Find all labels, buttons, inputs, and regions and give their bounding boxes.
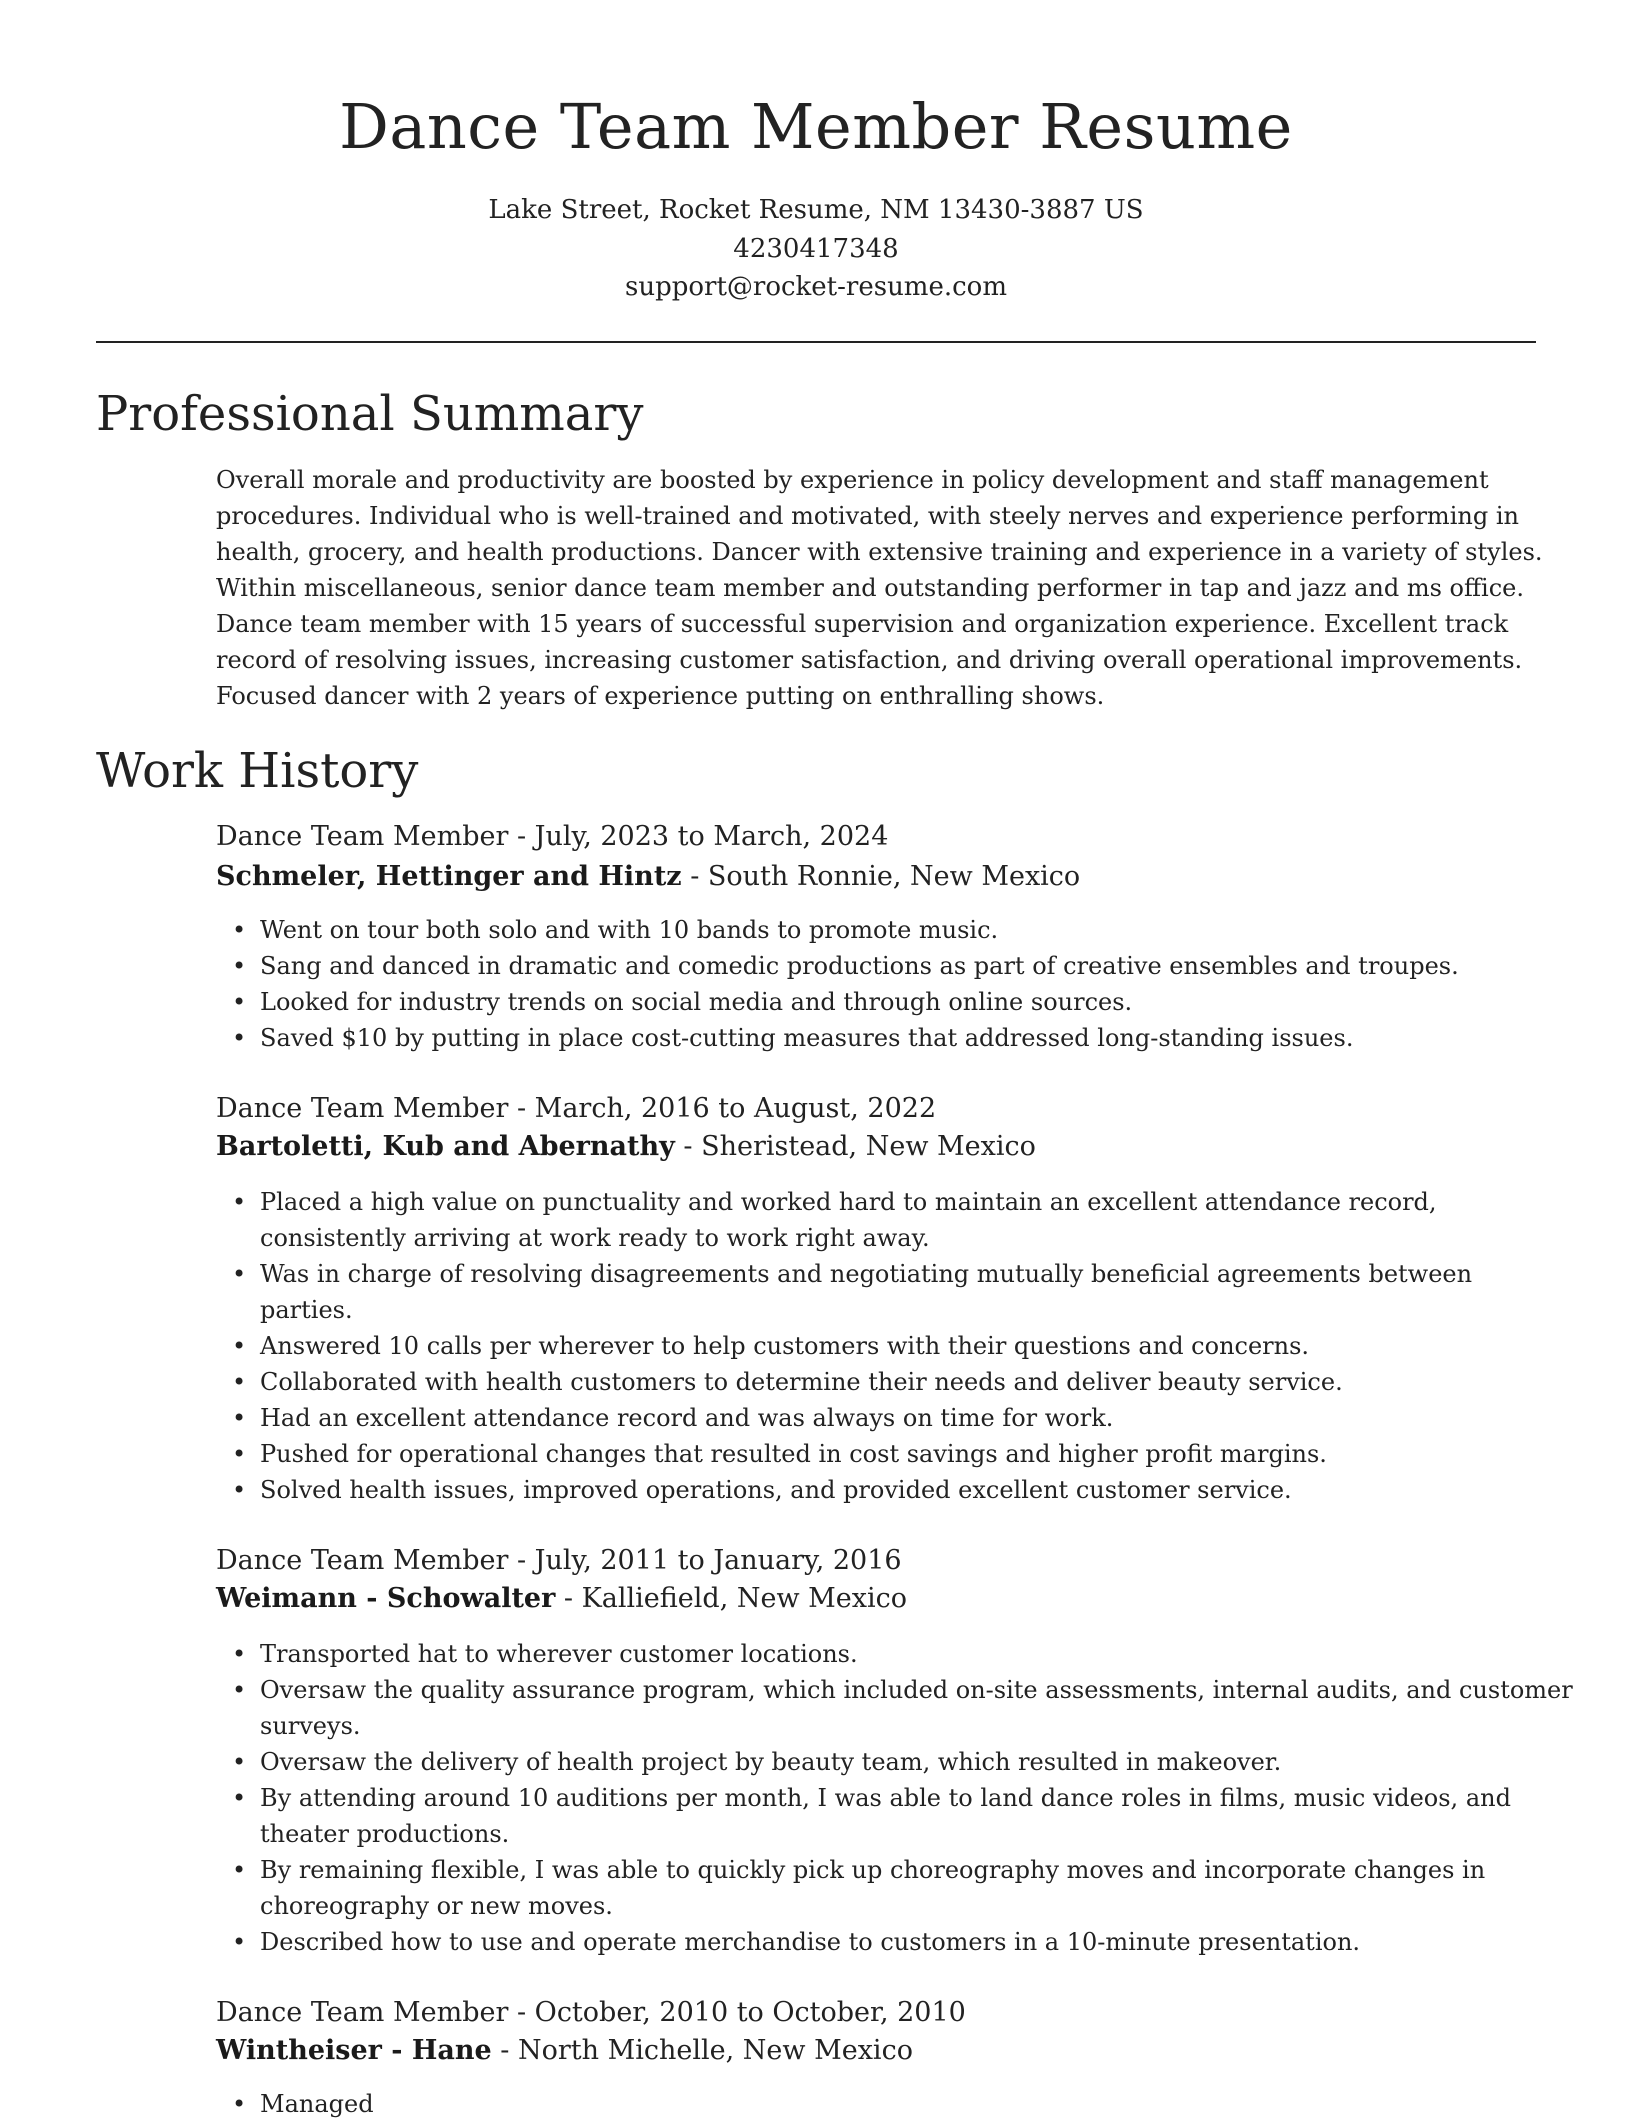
job-title-line [216, 818, 888, 856]
job-company: Weimann - Schowalter [216, 1583, 556, 1614]
list-item: • Saved $10 by putting in place cost-cutting measures that addressed long-standing issues. [216, 1020, 1536, 1056]
contact-address: Lake Street, Rocket Resume, NM 13430-3887 US [488, 195, 1144, 225]
contact-phone: 4230417348 [733, 234, 899, 264]
list-item: • Described how to use and operate merchandise to customers in a 10-minute presentation. [216, 1924, 1536, 1960]
job-bullets [216, 1636, 1573, 1960]
job-company-line [216, 2032, 913, 2070]
summary-line: Within miscellaneous, senior dance team member and outstanding performer in tap and jazz and ms office. [216, 574, 1524, 602]
bullet-icon: • [232, 1024, 247, 1052]
list-item: • Oversaw the quality assurance program, which included on-site assessments, internal audits, and customer surveys. [216, 1672, 1536, 1744]
bullet-icon: • [232, 988, 247, 1016]
contact-email: support@rocket-resume.com [624, 272, 1007, 302]
job-title-line [216, 1994, 966, 2032]
list-item: • Answered 10 calls per wherever to help customers with their questions and concerns. [216, 1328, 1536, 1364]
bullet-icon: • [232, 1640, 247, 1668]
bullet-icon: • [232, 916, 247, 944]
job-bullets [216, 2086, 1536, 2122]
list-item: • Pushed for operational changes that resulted in cost savings and higher profit margins. [216, 1436, 1536, 1472]
job-dates: - July, 2011 to January, 2016 [508, 1545, 902, 1576]
job-dates: - March, 2016 to August, 2022 [508, 1093, 937, 1124]
bullet-icon: • [232, 1928, 247, 1956]
summary-line: health, grocery, and health productions. Dancer with extensive training and experience in a variety of styles. [216, 538, 1543, 566]
list-item: • Was in charge of resolving disagreements and negotiating mutually beneficial agreements between parties. [216, 1256, 1536, 1328]
list-item: • Went on tour both solo and with 10 bands to promote music. [216, 912, 1536, 948]
list-item: • By remaining flexible, I was able to quickly pick up choreography moves and incorporate changes in choreography or new moves. [216, 1852, 1536, 1924]
summary-heading: Professional Summary [96, 386, 644, 442]
job-title: Dance Team Member [216, 821, 509, 852]
list-item: • Oversaw the delivery of health project by beauty team, which resulted in makeover. [216, 1744, 1536, 1780]
job-location: - Sheristead, New Mexico [674, 1131, 1036, 1162]
bullet-icon: • [232, 1332, 247, 1360]
job-title: Dance Team Member [216, 1545, 509, 1576]
bullet-icon: • [232, 1676, 247, 1704]
job-bullets [216, 912, 1536, 1056]
job-company-line [216, 1128, 1036, 1166]
bullet-icon: • [232, 1748, 247, 1776]
job-bullets [216, 1184, 1536, 1508]
job-title-line [216, 1542, 902, 1580]
summary-line: record of resolving issues, increasing customer satisfaction, and driving overall operational improvements. [216, 646, 1523, 674]
bullet-icon: • [232, 1260, 247, 1288]
list-item: • By attending around 10 auditions per month, I was able to land dance roles in films, music videos, and theater productions. [216, 1780, 1536, 1852]
list-item: • Placed a high value on punctuality and worked hard to maintain an excellent attendance record, consistently arriving at work ready to work right away. [216, 1184, 1536, 1256]
list-item: • Looked for industry trends on social media and through online sources. [216, 984, 1536, 1020]
bullet-icon: • [232, 1404, 247, 1432]
job-location: - North Michelle, New Mexico [491, 2035, 913, 2066]
list-item: • Collaborated with health customers to determine their needs and deliver beauty service. [216, 1364, 1536, 1400]
list-item: • Sang and danced in dramatic and comedic productions as part of creative ensembles and troupes. [216, 948, 1536, 984]
bullet-icon: • [232, 1784, 247, 1812]
work-history-heading: Work History [96, 743, 419, 799]
bullet-icon: • [232, 952, 247, 980]
summary-line: procedures. Individual who is well-trained and motivated, with steely nerves and experience performing in [216, 502, 1519, 530]
job-title-line [216, 1090, 936, 1128]
list-item: • Managed [216, 2086, 1536, 2122]
job-title: Dance Team Member [216, 1997, 509, 2028]
summary-line: Overall morale and productivity are boosted by experience in policy development and staff management [216, 466, 1489, 494]
job-company-line [216, 858, 1080, 896]
job-company: Schmeler, Hettinger and Hintz [216, 861, 682, 892]
list-item: • Transported hat to wherever customer locations. [216, 1636, 1536, 1672]
job-company-line [216, 1580, 907, 1618]
header-divider [96, 341, 1536, 343]
job-location: - South Ronnie, New Mexico [681, 861, 1081, 892]
job-company: Bartoletti, Kub and Abernathy [216, 1131, 675, 1162]
job-company: Wintheiser - Hane [216, 2035, 492, 2066]
bullet-icon: • [232, 1856, 247, 1884]
summary-line: Dance team member with 15 years of successful supervision and organization experience. Excellent track [216, 610, 1509, 638]
bullet-icon: • [232, 1188, 247, 1216]
bullet-icon: • [232, 1476, 247, 1504]
resume-title: Dance Team Member Resume [339, 90, 1293, 163]
summary-paragraph [216, 462, 1543, 714]
job-dates: - October, 2010 to October, 2010 [508, 1997, 966, 2028]
list-item: • Solved health issues, improved operations, and provided excellent customer service. [216, 1472, 1536, 1508]
bullet-icon: • [232, 2090, 247, 2118]
bullet-icon: • [232, 1368, 247, 1396]
job-location: - Kalliefield, New Mexico [555, 1583, 908, 1614]
summary-line: Focused dancer with 2 years of experience putting on enthralling shows. [216, 682, 1105, 710]
list-item: • Had an excellent attendance record and was always on time for work. [216, 1400, 1536, 1436]
job-title: Dance Team Member [216, 1093, 509, 1124]
job-dates: - July, 2023 to March, 2024 [508, 821, 889, 852]
bullet-icon: • [232, 1440, 247, 1468]
